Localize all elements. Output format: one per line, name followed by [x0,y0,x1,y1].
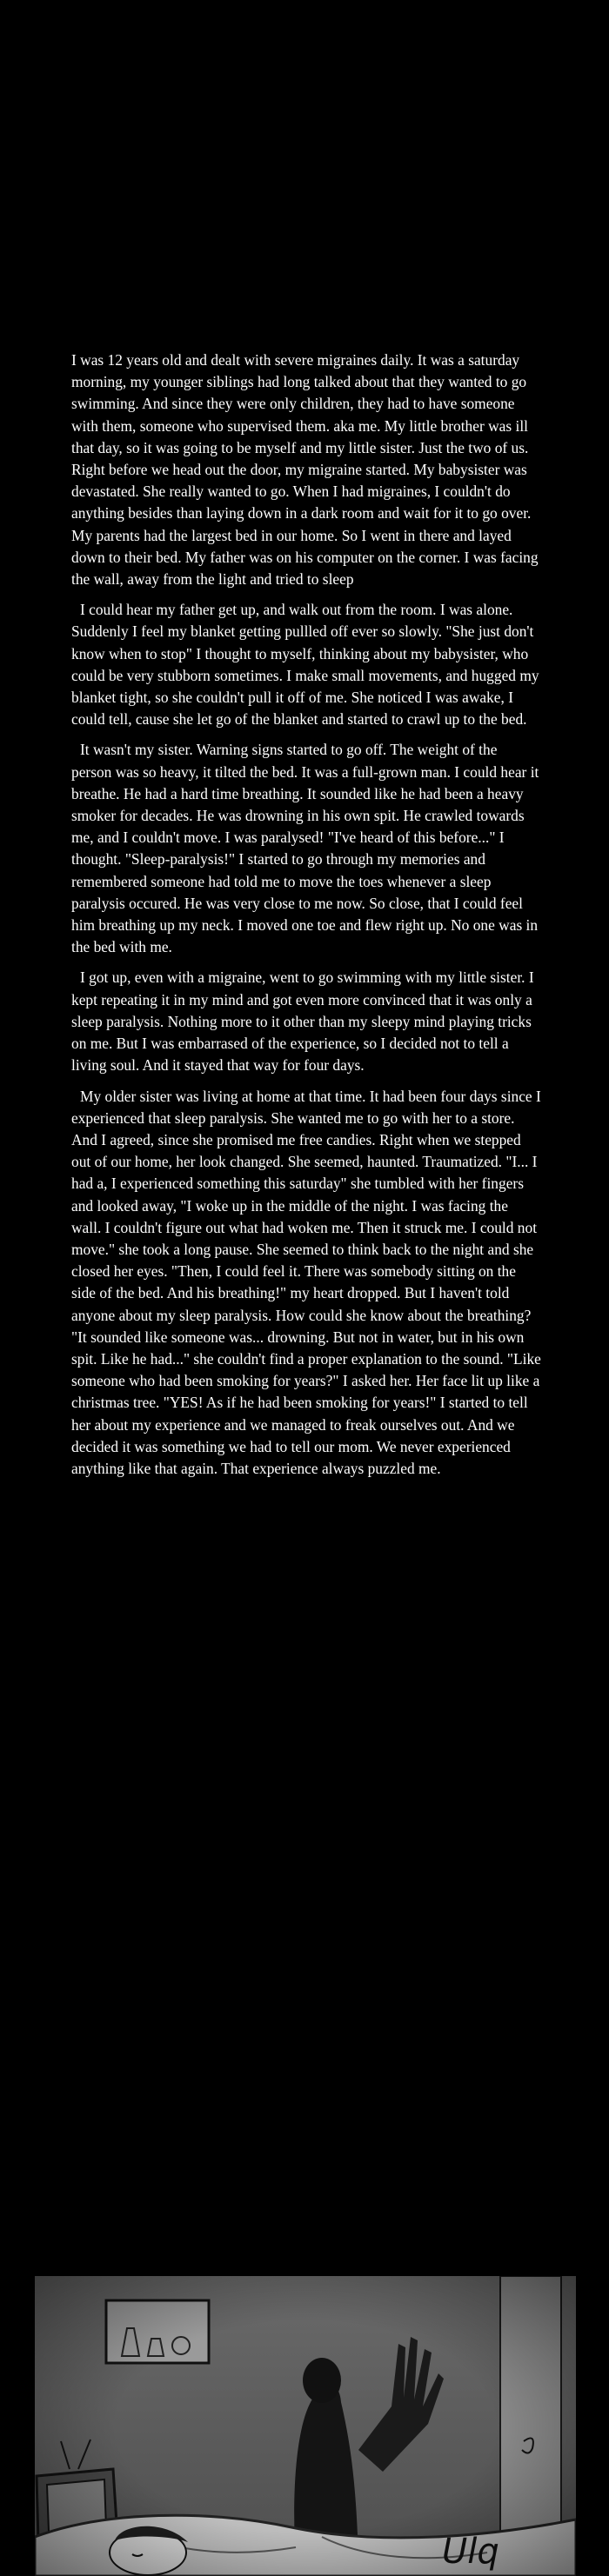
vignette [35,2276,576,2576]
story-text [71,349,541,1488]
illustration-drawing [35,2276,576,2576]
story-paragraph-4: I got up, even with a migraine, went to go swimming with my little sister. I kept repeating it in my mind and got even more convinced that it was only a sleep paralysis. Nothing more to it other than my sleepy mind playing tricks on me. But I was embarrased of the experience, so I decided not to tell a living soul. And it stayed that way for four days. [71,968,534,1075]
story-paragraph-1: I was 12 years old and dealt with severe migraines daily. It was a saturday morning, my younger siblings had long talked about that they wanted to go swimming. And since they were only children, they had to have someone with them, someone who supervised them. aka me. My little brother was ill that day, so it was going to be myself and my little sister. Just the two of us. Right before we head out the door, my migraine started. My babysister was devastated. She really wanted to go. When I had migraines, I couldn't do anything besides than laying down in a dark room and wait for it to go over. My parents had the largest bed in our home. So I went in there and layed down to their bed. My father was on his computer on the corner. I was facing the wall, away from the light and tried to sleep [71,351,539,589]
sleep-paralysis-illustration [35,2276,576,2576]
story-paragraph-5: My older sister was living at home at that time. It had been four days since I experienced that sleep paralysis. She wanted me to go with her to a store. And I agreed, since she promised me free candies. Right when we stepped out of our home, her look changed. She seemed, haunted. Traumatized. "I... I had a, I experienced something this saturday" she tumbled with her fingers and looked away, "I woke up in the middle of the night. I was facing the wall. I couldn't figure out what had woken me. Then it struck me. I could not move." she took a long pause. She seemed to think back to the night and she closed her eyes. "Then, I could feel it. There was somebody sitting on the side of the bed. And his breathing!" my heart dropped. But I haven't told anyone about my sleep paralysis. How could she know about the breathing? "It sounded like someone was... drowning. But not in water, but in his own spit. Like he had..." she couldn't find a proper explanation to the sound. "Like someone who had been smoking for years?" I asked her. Her face lit up like a christmas tree. "YES! As if he had been smoking for years!" I started to tell her about my experience and we managed to freak ourselves out. And we decided it was something we had to tell our mom. We never experienced anything like that again. That experience always puzzled me. [71,1087,541,1477]
story-paragraph-3: It wasn't my sister. Warning signs started to go off. The weight of the person was so heavy, it tilted the bed. It was a full-grown man. I could hear it breathe. He had a hard time breathing. It sounded like he had been a heavy smoker for decades. He was drowning in his own spit. He crawled towards me, and I couldn't move. I was paralysed! "I've heard of this before..." I thought. "Sleep-paralysis!" I started to go through my memories and remembered someone had told me to move the toes whenever a sleep paralysis occured. He was very close to me now. So close, that I could feel him breathing up my neck. I moved one toe and flew right up. No one was in the bed with me. [71,741,539,956]
story-paragraph-2: I could hear my father get up, and walk out from the room. I was alone. Suddenly I feel my blanket getting pullled off ever so slowly. "She just don't know when to stop" I thought to myself, thinking about my babysister, who could be very stubborn sometimes. I make small movements, and hugged my blanket tight, so she couldn't pull it off of me. She noticed I was awake, I could tell, cause she let go of the blanket and started to crawl up to the bed. [71,601,539,729]
